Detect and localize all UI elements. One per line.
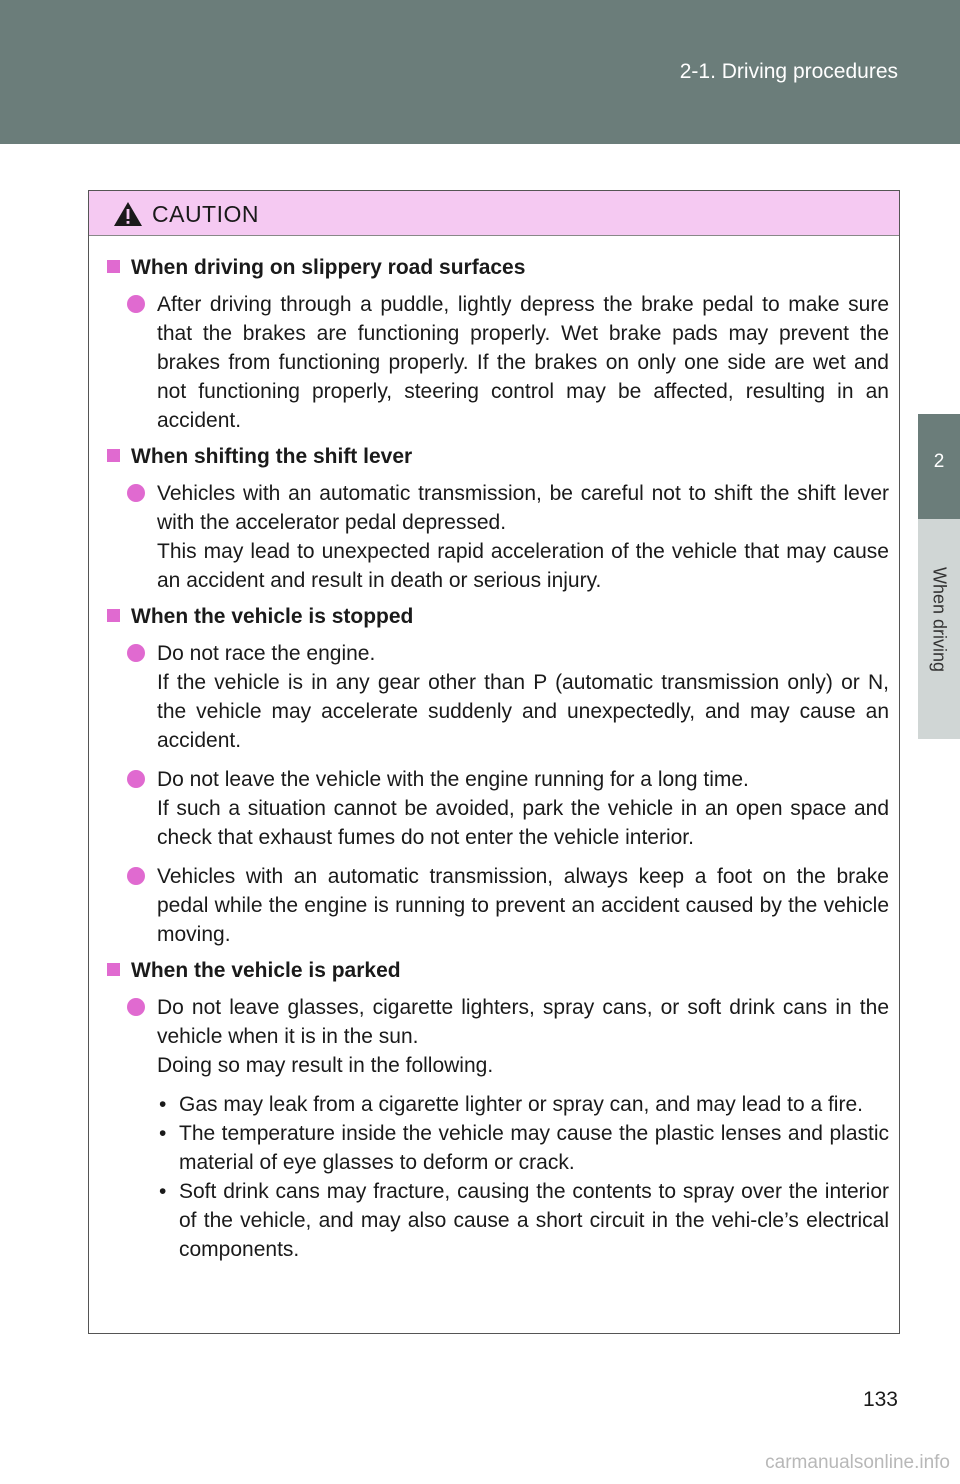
page-number: 133: [862, 1388, 898, 1411]
caution-item: Vehicles with an automatic transmission, always keep a foot on the brake pedal while the engine is running to prevent an accident caused by the vehicle moving.: [127, 862, 889, 949]
warning-triangle-icon: [113, 201, 143, 227]
chapter-tab-label-text: When driving: [929, 566, 950, 673]
watermark: carmanualsonline.info: [765, 1452, 950, 1473]
sub-bullet-item: • The temperature inside the vehicle may cause the plastic lenses and plastic material of eye glasses to deform or crack.: [159, 1122, 889, 1174]
circle-bullet-icon: [127, 770, 145, 788]
caution-header: [89, 191, 899, 236]
caution-body: [89, 236, 899, 1264]
chapter-tab-number: 2: [918, 414, 960, 519]
page-header: [0, 0, 960, 144]
sub-bullet-item: • Gas may leak from a cigarette lighter or spray can, and may lead to a fire.: [159, 1093, 863, 1116]
section-heading: When the vehicle is stopped: [107, 605, 889, 629]
square-bullet-icon: [107, 609, 120, 622]
caution-box: [88, 190, 900, 1334]
chapter-tab-label: [918, 519, 960, 739]
circle-bullet-icon: [127, 867, 145, 885]
sub-bullet-item: • Soft drink cans may fracture, causing the contents to spray over the interior of the vehicle, and may also cause a short circuit in the vehi-cle’s electrical components.: [159, 1180, 889, 1261]
circle-bullet-icon: [127, 644, 145, 662]
caution-title: CAUTION: [152, 201, 259, 227]
circle-bullet-icon: [127, 998, 145, 1016]
section-heading: When shifting the shift lever: [107, 445, 889, 469]
caution-item: Do not leave glasses, cigarette lighters, spray cans, or soft drink cans in the vehicle when it is in the sun. Doing so may result in the following.: [127, 993, 889, 1080]
circle-bullet-icon: [127, 295, 145, 313]
square-bullet-icon: [107, 449, 120, 462]
caution-item: After driving through a puddle, lightly depress the brake pedal to make sure that the brakes are functioning properly. Wet brake pads may prevent the brakes from functioning properly. If the brakes on only one side are wet and not functioning properly, steering control may be affected, resulting in an accident.: [127, 290, 889, 435]
caution-item: Do not leave the vehicle with the engine running for a long time. If such a situation cannot be avoided, park the vehicle in an open space and check that exhaust fumes do not enter the vehicle interior.: [127, 765, 889, 852]
section-heading: When driving on slippery road surfaces: [107, 256, 889, 280]
section-title: 2-1. Driving procedures: [679, 60, 898, 83]
caution-item: Vehicles with an automatic transmission, be careful not to shift the shift lever with the accelerator pedal depressed. This may lead to unexpected rapid acceleration of the vehicle that may cause an accident and result in death or serious injury.: [127, 479, 889, 595]
section-heading: When the vehicle is parked: [107, 959, 889, 983]
circle-bullet-icon: [127, 484, 145, 502]
square-bullet-icon: [107, 963, 120, 976]
square-bullet-icon: [107, 260, 120, 273]
caution-item: Do not race the engine. If the vehicle is in any gear other than P (automatic transmission only) or N, the vehicle may accelerate suddenly and unexpectedly, and may cause an accident.: [127, 639, 889, 755]
